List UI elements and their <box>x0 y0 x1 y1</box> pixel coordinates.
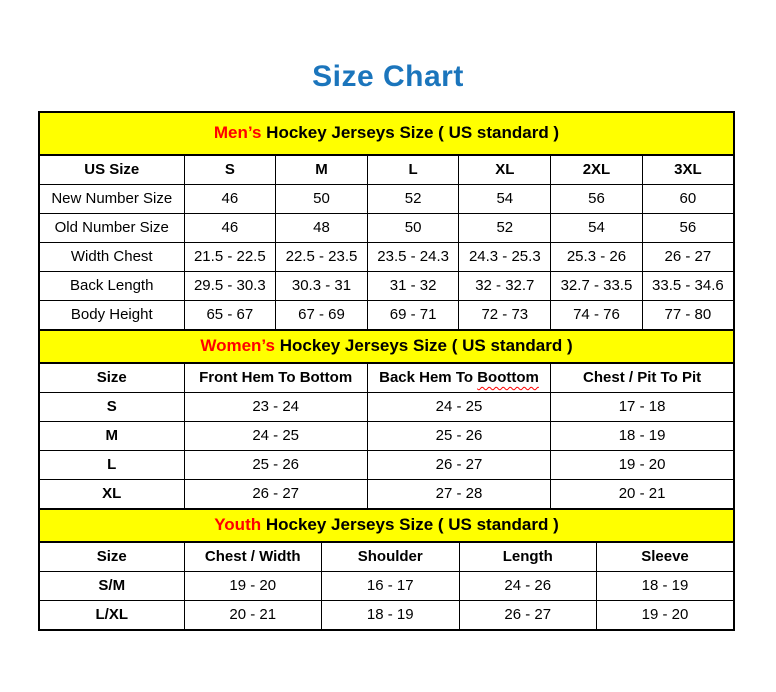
table-cell: 26 - 27 <box>642 242 734 271</box>
row-label: XL <box>39 479 184 509</box>
table-cell: 31 - 32 <box>367 271 459 300</box>
table-cell: 46 <box>184 213 276 242</box>
mens-row-new-number-size <box>39 184 734 213</box>
mens-header-us-size: US Size <box>39 155 184 185</box>
table-cell: 65 - 67 <box>184 300 276 330</box>
table-cell: 30.3 - 31 <box>276 271 368 300</box>
womens-title-text: Hockey Jerseys Size ( US standard ) <box>279 336 573 355</box>
table-cell: 19 - 20 <box>184 571 322 600</box>
youth-row-sm <box>39 571 734 600</box>
mens-row-width-chest <box>39 242 734 271</box>
youth-header-shoulder: Shoulder <box>322 542 460 572</box>
youth-header-row <box>39 542 734 572</box>
womens-header-back-hem <box>367 363 550 393</box>
youth-section-title <box>39 509 734 542</box>
row-label: Body Height <box>39 300 184 330</box>
size-chart-tables <box>38 111 735 631</box>
mens-row-old-number-size <box>39 213 734 242</box>
table-cell: 26 - 27 <box>459 600 597 630</box>
womens-row-s <box>39 392 734 421</box>
row-label: L/XL <box>39 600 184 630</box>
mens-size-table <box>38 111 735 331</box>
table-cell: 48 <box>276 213 368 242</box>
table-cell: 32.7 - 33.5 <box>551 271 643 300</box>
table-cell: 27 - 28 <box>367 479 550 509</box>
womens-row-l <box>39 450 734 479</box>
mens-header-row <box>39 155 734 185</box>
table-cell: 29.5 - 30.3 <box>184 271 276 300</box>
mens-header-3xl: 3XL <box>642 155 734 185</box>
womens-row-m <box>39 421 734 450</box>
back-hem-misspelled-word: Boottom <box>477 369 539 386</box>
youth-title-text: Hockey Jerseys Size ( US standard ) <box>265 515 559 534</box>
mens-header-2xl: 2XL <box>551 155 643 185</box>
table-cell: 18 - 19 <box>322 600 460 630</box>
row-label: S/M <box>39 571 184 600</box>
table-cell: 18 - 19 <box>551 421 734 450</box>
row-label: S <box>39 392 184 421</box>
mens-header-l: L <box>367 155 459 185</box>
table-cell: 52 <box>459 213 551 242</box>
table-cell: 23 - 24 <box>184 392 367 421</box>
table-cell: 74 - 76 <box>551 300 643 330</box>
table-cell: 50 <box>367 213 459 242</box>
mens-title-highlight: Men’s <box>213 123 262 142</box>
youth-title-highlight: Youth <box>214 515 262 534</box>
page-title: Size Chart <box>312 60 464 93</box>
youth-header-sleeve: Sleeve <box>597 542 735 572</box>
table-cell: 18 - 19 <box>597 571 735 600</box>
table-cell: 26 - 27 <box>184 479 367 509</box>
table-cell: 25 - 26 <box>367 421 550 450</box>
youth-header-size: Size <box>39 542 184 572</box>
table-cell: 69 - 71 <box>367 300 459 330</box>
table-cell: 20 - 21 <box>551 479 734 509</box>
youth-header-chest-width: Chest / Width <box>184 542 322 572</box>
youth-section-header-row <box>39 509 734 542</box>
table-cell: 17 - 18 <box>551 392 734 421</box>
mens-header-m: M <box>276 155 368 185</box>
table-cell: 77 - 80 <box>642 300 734 330</box>
table-cell: 24.3 - 25.3 <box>459 242 551 271</box>
table-cell: 25.3 - 26 <box>551 242 643 271</box>
table-cell: 19 - 20 <box>551 450 734 479</box>
table-cell: 56 <box>551 184 643 213</box>
row-label: New Number Size <box>39 184 184 213</box>
mens-row-back-length <box>39 271 734 300</box>
table-cell: 23.5 - 24.3 <box>367 242 459 271</box>
table-cell: 67 - 69 <box>276 300 368 330</box>
womens-header-chest: Chest / Pit To Pit <box>551 363 734 393</box>
womens-row-xl <box>39 479 734 509</box>
youth-size-table <box>38 508 735 631</box>
mens-title-text: Hockey Jerseys Size ( US standard ) <box>266 123 560 142</box>
table-cell: 32 - 32.7 <box>459 271 551 300</box>
table-cell: 33.5 - 34.6 <box>642 271 734 300</box>
womens-section-title <box>39 330 734 363</box>
table-cell: 52 <box>367 184 459 213</box>
table-cell: 16 - 17 <box>322 571 460 600</box>
table-cell: 20 - 21 <box>184 600 322 630</box>
table-cell: 24 - 25 <box>367 392 550 421</box>
table-cell: 26 - 27 <box>367 450 550 479</box>
table-cell: 46 <box>184 184 276 213</box>
table-cell: 24 - 25 <box>184 421 367 450</box>
mens-header-xl: XL <box>459 155 551 185</box>
back-hem-label: Back Hem To <box>379 369 474 386</box>
womens-header-row <box>39 363 734 393</box>
row-label: Width Chest <box>39 242 184 271</box>
table-cell: 72 - 73 <box>459 300 551 330</box>
womens-header-front-hem: Front Hem To Bottom <box>184 363 367 393</box>
table-cell: 54 <box>459 184 551 213</box>
table-cell: 60 <box>642 184 734 213</box>
row-label: M <box>39 421 184 450</box>
table-cell: 54 <box>551 213 643 242</box>
table-cell: 19 - 20 <box>597 600 735 630</box>
mens-header-s: S <box>184 155 276 185</box>
youth-header-length: Length <box>459 542 597 572</box>
table-cell: 22.5 - 23.5 <box>276 242 368 271</box>
table-cell: 56 <box>642 213 734 242</box>
mens-row-body-height <box>39 300 734 330</box>
womens-header-size: Size <box>39 363 184 393</box>
womens-title-highlight: Women’s <box>200 336 275 355</box>
mens-section-header-row <box>39 112 734 155</box>
table-cell: 25 - 26 <box>184 450 367 479</box>
table-cell: 50 <box>276 184 368 213</box>
womens-section-header-row <box>39 330 734 363</box>
row-label: Old Number Size <box>39 213 184 242</box>
table-cell: 24 - 26 <box>459 571 597 600</box>
womens-size-table <box>38 329 735 510</box>
row-label: Back Length <box>39 271 184 300</box>
youth-row-lxl <box>39 600 734 630</box>
table-cell: 21.5 - 22.5 <box>184 242 276 271</box>
mens-section-title <box>39 112 734 155</box>
row-label: L <box>39 450 184 479</box>
